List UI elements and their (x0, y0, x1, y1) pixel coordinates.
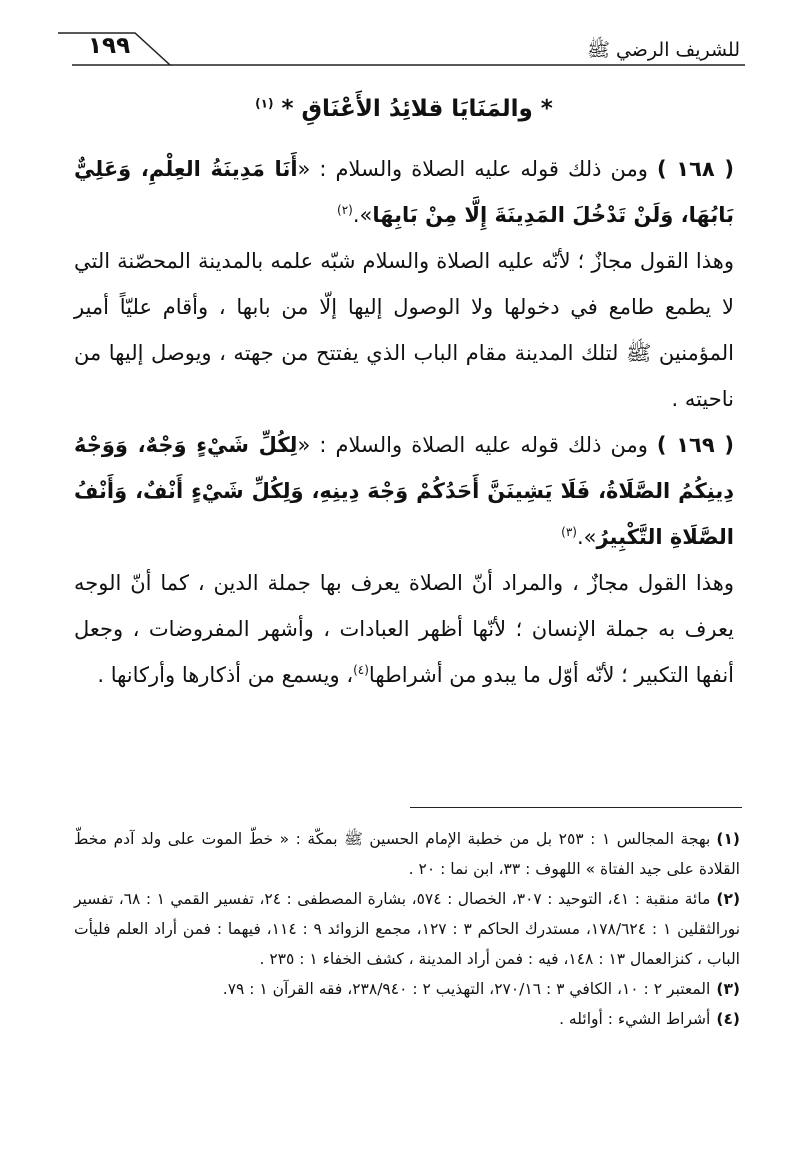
footnote-text: مائة منقبة : ٤١، التوحيد : ٣٠٧، الخصال : ٥٧٤، بشارة المصطفى : ٢٤، تفسير القمي ١ : ٦٨، تفسير نورالثقلين ١ : ١٧٨/٦٢٤، مستدرك الحاكم ٣ : ١٢٧، مجمع الزوائد ٩ : ١١٤، فيهما : فمن أراد العلم فليأت الباب ، كنزالعمال ١٣ : ١٤٨، فيه : فمن أراد المدينة ، كشف الخفاء ١ : ٢٣٥ . (74, 890, 741, 968)
section-heading (74, 96, 734, 122)
footnote-ref-2: (٢) (337, 203, 353, 217)
footnote-number: (٣) (716, 980, 740, 998)
hadith-quote: أَنَا مَدِينَةُ العِلْمِ، وَعَلِيٌّ بَابُهَا، وَلَنْ تَدْخُلَ المَدِينَةَ إِلَّا مِنْ بَابِهَا (74, 157, 734, 227)
paragraph-intro: ومن ذلك قوله عليه الصلاة والسلام : « (297, 433, 648, 457)
quote-close: ». (576, 525, 597, 549)
footnote-2 (74, 884, 740, 974)
paragraph-168 (74, 146, 734, 238)
paragraph-commentary-168: وهذا القول مجازٌ ؛ لأنّه عليه الصلاة والسلام شبّه علمه بالمدينة المحصّنة التي لا يطمع طامع في دخولها ولا الوصول إليها إلّا من بابها ، وأقام عليّاً أمير المؤمنين ﷺ لتلك المدينة مقام الباب الذي يفتتح من جهته ، ويوصل إليها من ناحيته . (74, 249, 734, 411)
footnotes (74, 824, 740, 1034)
main-text (74, 146, 734, 698)
footnote-ref-4: (٤) (353, 663, 369, 677)
footnote-text: أشراط الشيء : أوائله . (559, 1010, 711, 1028)
paragraph-commentary-169 (74, 560, 734, 698)
paragraph-intro: ومن ذلك قوله عليه الصلاة والسلام : « (297, 157, 648, 181)
section-heading-text: * والمَنَايَا قلائِدُ الأَعْنَاقِ * (273, 96, 553, 122)
hadith-quote: لِكُلِّ شَيْءٍ وَجْهٌ، وَوَجْهُ دِينِكُمُ الصَّلَاةُ، فَلَا يَشِينَنَّ أَحَدُكُمْ وَجْهَ دِينِهِ، وَلِكُلِّ شَيْءٍ أَنْفٌ، وَأَنْفُ الصَّلَاةِ التَّكْبِيرُ (74, 433, 734, 549)
paragraph-tail: ، ويسمع من أذكارها وأركانها . (97, 663, 354, 687)
paragraph-number: ( ١٦٩ ) (656, 433, 734, 457)
footnote-text: بهجة المجالس ١ : ٢٥٣ بل من خطبة الإمام الحسين ﷺ بمكّة : « خطّ الموت على ولد آدم مخطّ القلادة على جيد الفتاة » اللهوف : ٣٣، ابن نما : ٢٠ . (74, 830, 740, 878)
page-number: ١٩٩ (88, 33, 131, 59)
paragraph-number: ( ١٦٨ ) (656, 157, 734, 181)
paragraph-text: وهذا القول مجازٌ ، والمراد أنّ الصلاة يعرف بها جملة الدين ، كما أنّ الوجه يعرف به جملة الإنسان ؛ لأنّها أظهر العبادات ، وأشهر المفروضات ، وجعل أنفها التكبير ؛ لأنّه أوّل ما يبدو من أشراطها (74, 571, 734, 687)
footnote-3 (74, 974, 740, 1004)
running-header-title: للشريف الرضي ﷺ (586, 39, 740, 61)
footnote-number: (٢) (716, 890, 741, 908)
footnote-text: المعتبر ٢ : ١٠، الكافي ٣ : ٢٧٠/١٦، التهذيب ٢ : ٢٣٨/٩٤٠، فقه القرآن ١ : ٧٩. (222, 980, 711, 998)
footnote-ref-1: (١) (255, 96, 274, 111)
quote-close: ». (352, 203, 373, 227)
paragraph-169 (74, 422, 734, 560)
footnote-ref-3: (٣) (561, 525, 577, 539)
footnote-separator (410, 807, 742, 808)
footnote-number: (١) (716, 830, 740, 848)
footnote-1 (74, 824, 740, 884)
footnote-number: (٤) (716, 1010, 740, 1028)
footnote-4 (74, 1004, 740, 1034)
